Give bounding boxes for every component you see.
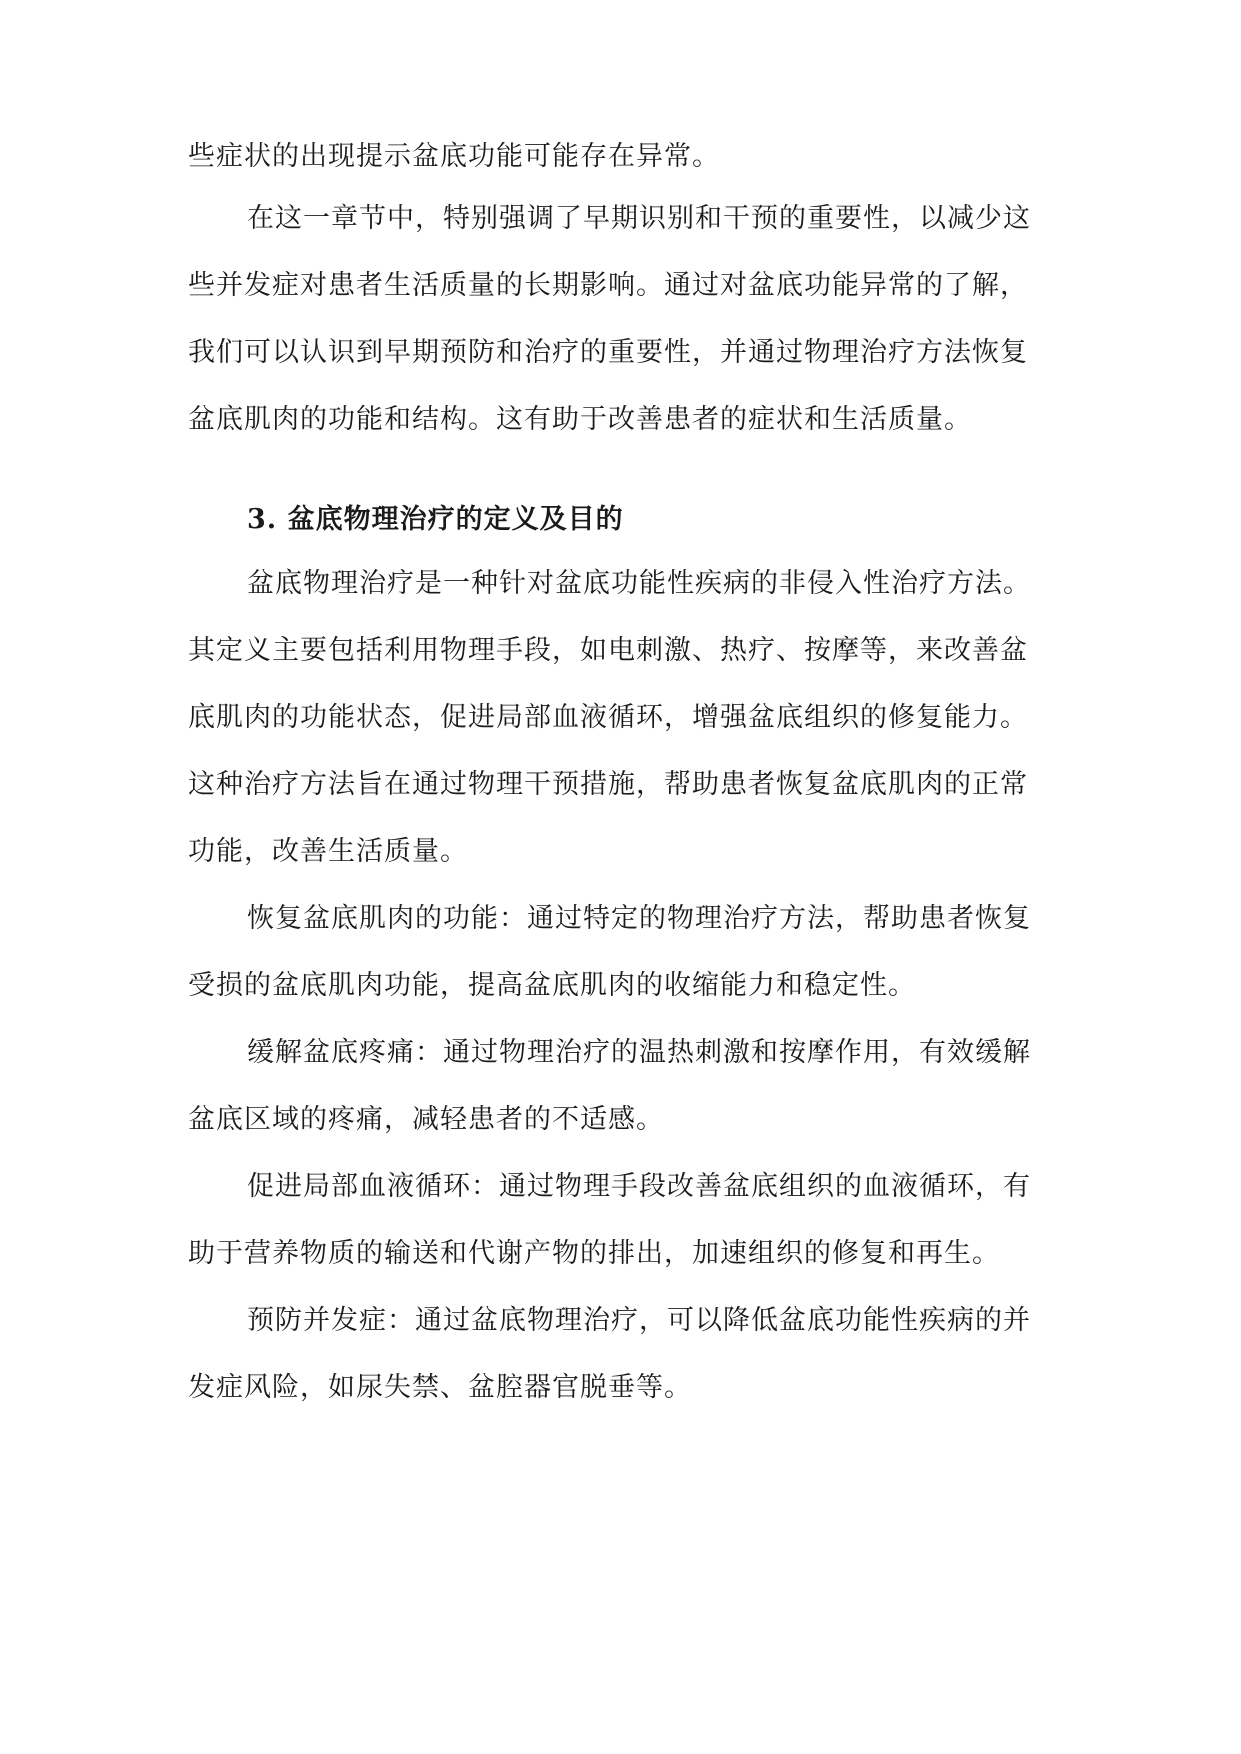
text-line: 其定义主要包括利用物理手段，如电刺激、热疗、按摩等，来改善盆 (188, 635, 1028, 666)
text-line: 发症风险，如尿失禁、盆腔器官脱垂等。 (188, 1372, 692, 1403)
text-line: 底肌肉的功能状态，促进局部血液循环，增强盆底组织的修复能力。 (188, 702, 1028, 733)
text-line: 助于营养物质的输送和代谢产物的排出，加速组织的修复和再生。 (188, 1238, 1000, 1269)
paragraph-start-line: 缓解盆底疼痛：通过物理治疗的温热刺激和按摩作用，有效缓解 (247, 1037, 1031, 1068)
paragraph-start-line: 预防并发症：通过盆底物理治疗，可以降低盆底功能性疾病的并 (247, 1305, 1031, 1336)
text-line: 我们可以认识到早期预防和治疗的重要性，并通过物理治疗方法恢复 (188, 337, 1028, 368)
text-line: 些并发症对患者生活质量的长期影响。通过对盆底功能异常的了解， (188, 270, 1028, 301)
text-line: 功能，改善生活质量。 (188, 836, 468, 867)
text-line: 盆底区域的疼痛，减轻患者的不适感。 (188, 1104, 664, 1135)
section-heading: 3. 盆底物理治疗的定义及目的 (247, 504, 624, 535)
paragraph-start-line: 促进局部血液循环：通过物理手段改善盆底组织的血液循环，有 (247, 1171, 1031, 1202)
paragraph-start-line: 在这一章节中，特别强调了早期识别和干预的重要性，以减少这 (247, 203, 1031, 234)
paragraph-start-line: 盆底物理治疗是一种针对盆底功能性疾病的非侵入性治疗方法。 (247, 568, 1031, 599)
text-line: 些症状的出现提示盆底功能可能存在异常。 (188, 141, 720, 172)
text-line: 这种治疗方法旨在通过物理干预措施，帮助患者恢复盆底肌肉的正常 (188, 769, 1028, 800)
text-line: 受损的盆底肌肉功能，提高盆底肌肉的收缩能力和稳定性。 (188, 970, 916, 1001)
paragraph-start-line: 恢复盆底肌肉的功能：通过特定的物理治疗方法，帮助患者恢复 (247, 903, 1031, 934)
text-line: 盆底肌肉的功能和结构。这有助于改善患者的症状和生活质量。 (188, 404, 972, 435)
